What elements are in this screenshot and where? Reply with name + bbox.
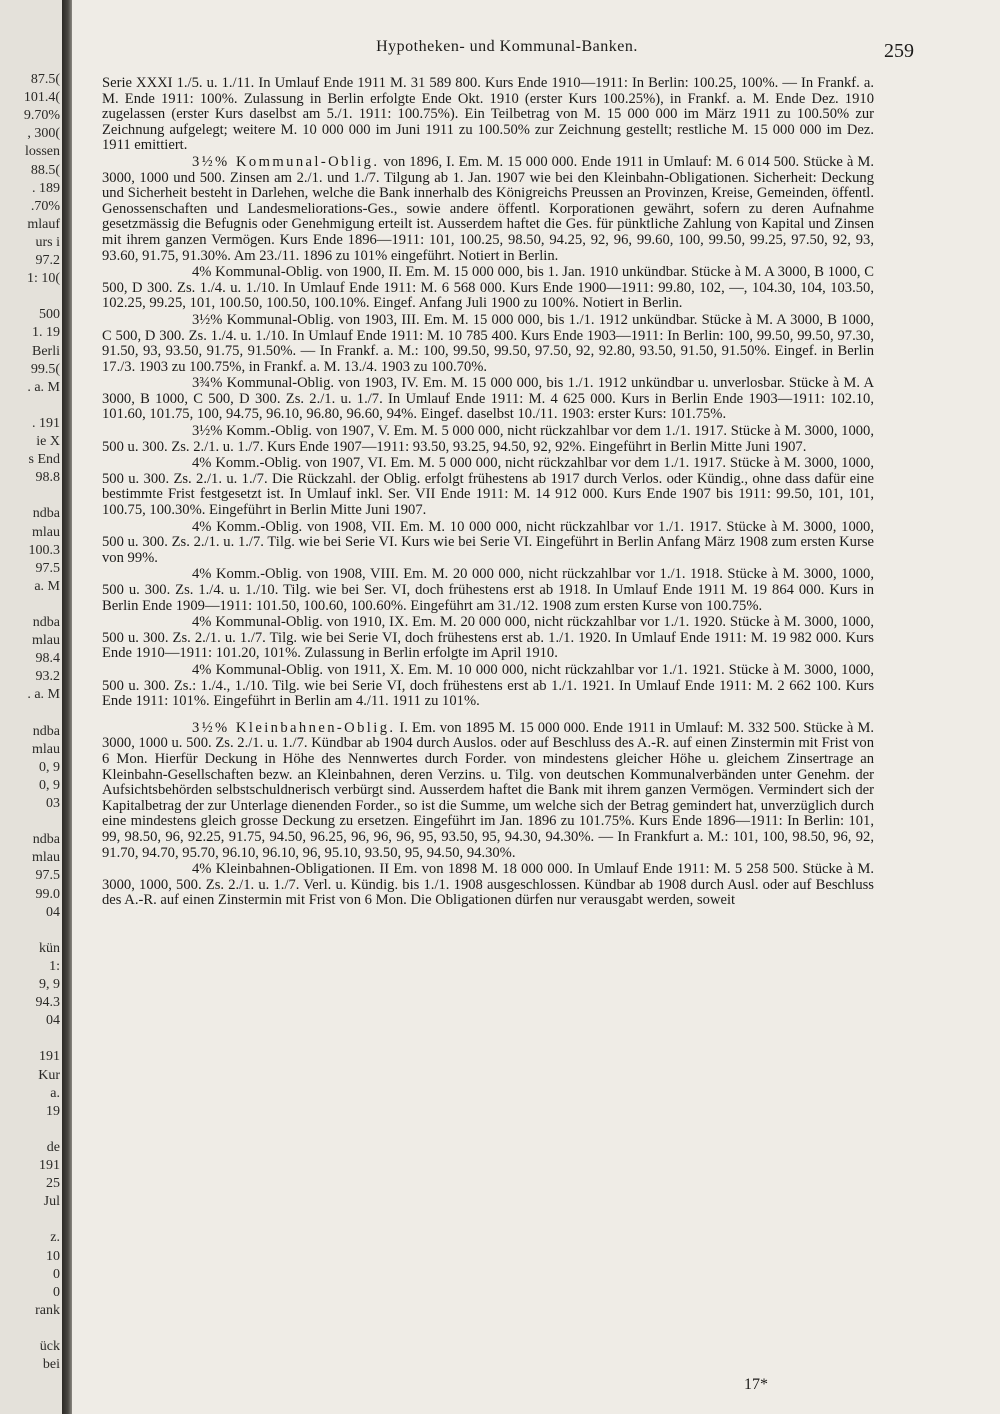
paragraph	[102, 663, 874, 710]
paragraph-lead: 3½% Komm.-Oblig.	[192, 423, 313, 440]
facing-margin-fragment: 94.3	[35, 995, 60, 1011]
facing-margin-fragment: ndba	[32, 832, 60, 848]
facing-margin-fragment: 04	[46, 904, 60, 920]
facing-margin-fragment: mlau	[32, 850, 60, 866]
facing-margin-fragment: 0	[53, 1284, 60, 1300]
paragraph-lead: 4% Kommunal-Oblig.	[192, 614, 323, 631]
paragraph-text: von 1911, X. Em. M. 10 000 000, nicht rückzahlbar vor 1./1. 1921. Stücke à M. 3000, 1000, 500 u. 300. Zs.: 1./4., 1./10. Tilg. wie bei Serie VI, doch frühestens erst ab 1./1. 1921. In Umlauf Ende 1911: M. 2 662 100. Kurs Ende 1911: 101%. Eingeführt in Berlin am 4./11. 1911 zu 101%.	[102, 661, 874, 710]
facing-margin-fragment: urs i	[35, 234, 60, 250]
facing-margin-fragment: ndba	[32, 615, 60, 630]
facing-margin-fragment: Jul	[43, 1194, 60, 1210]
facing-margin-fragment: a.	[50, 1085, 60, 1101]
facing-margin-fragment: lossen	[25, 144, 60, 160]
facing-margin-fragment: 03	[46, 796, 60, 811]
facing-margin-fragment: 1: 10(	[26, 271, 60, 287]
paragraph-lead: 4% Kleinbahnen-Obligationen.	[192, 861, 376, 878]
facing-margin-fragment: 97.2	[35, 253, 60, 268]
paragraph-text: von 1903, IV. Em. M. 15 000 000, bis 1./1. 1912 unkündbar u. unverlosbar. Stücke à M. A 3000, B 1000, C 500, D 300. Zs. 2./1. u. 1./7. In Umlauf Ende 1911: M. 4 625 000. Kurs in Berlin Ende 1903—1911: 102.10, 101.60, 101.75, 100, 94.75, 96.10, 96.80, 96.60, 94%. Eingef. daselbst 10./11. 1903: erster Kurs: 101.75%.	[102, 375, 874, 423]
facing-margin-fragment: 9, 9	[39, 977, 60, 992]
paragraph-lead: 4% Kommunal-Oblig.	[192, 264, 323, 281]
facing-margin-fragment: . 191	[32, 415, 60, 431]
page-number: 259	[884, 40, 914, 62]
facing-margin-fragment: rank	[35, 1302, 60, 1318]
text-column	[102, 76, 874, 910]
paragraph-text: von 1908, VII. Em. M. 10 000 000, nicht rückzahlbar vor 1./1. 1917. Stücke à M. 3000, 1000, 500 u. 300. Zs. 2./1. u. 1./7. Tilg. wie bei Serie VI. Kurs wie bei Serie VI. Eingeführt in Berlin Anfang März 1908 zum ersten Kurse von 99%.	[102, 518, 874, 566]
paragraph	[102, 520, 874, 567]
facing-margin-fragment: 88.5(	[30, 162, 60, 178]
facing-margin-fragment: 191	[39, 1158, 60, 1173]
facing-margin-fragment: a. M	[34, 578, 60, 594]
paragraph-lead: 4% Kommunal-Oblig.	[192, 661, 324, 678]
facing-margin-fragment: . 189	[32, 180, 60, 196]
facing-margin-fragment: 0	[53, 1266, 60, 1282]
paragraph-text: von 1903, III. Em. M. 15 000 000, bis 1./1. 1912 unkündbar. Stücke à M. A 3000, B 1000, C 500, D 300. Zs. 1./4. u. 1./10. In Umlauf Ende 1911: M. 10 785 400. Kurs Ende 1903—1911: In Berlin: 100, 99.50, 99.50, 97.30, 91.50, 93, 93.50, 91.75, 91.50%. — In Frankf. a. M.: 100, 99.50, 99.50, 97.50, 92, 92.80, 93.50, 91.50, 91.50%. Eingef. in Berlin 17./3. 1903 zu 100.75%, in Frankf. a. M. 13./4. 1903 zu 100.70%.	[102, 311, 874, 375]
facing-margin-fragment: Berli	[32, 343, 60, 359]
paragraph	[102, 313, 874, 375]
facing-margin-fragment: 191	[39, 1049, 60, 1065]
paragraph	[102, 376, 874, 423]
paragraph-lead: 3¾% Kommunal-Oblig.	[192, 375, 335, 392]
facing-page-margin	[0, 0, 62, 1414]
facing-margin-fragment: .70%	[30, 198, 60, 214]
paragraph-lead: 3½% Kleinbahnen-Oblig.	[192, 719, 396, 736]
paragraph-text: von 1907, V. Em. M. 5 000 000, nicht rückzahlbar vor dem 1./1. 1917. Stücke à M. 3000, 1000, 500 u. 300. Zs. 2./1. u. 1./7. Kurs Ende 1907—1911: 93.50, 93.25, 94.50, 92, 92%. Eingeführt in Berlin Mitte Juni 1907.	[102, 423, 874, 455]
paragraph-text: von 1907, VI. Em. M. 5 000 000, nicht rückzahlbar vor dem 1./1. 1917. Stücke à M. 3000, 1000, 500 u. 300. Zs. 2./1. u. 1./7. Die Rückzahl. der Oblig. erfolgt frühestens ab 1917 durch Verlos. oder Kündig., ohne dass dafür eine bestimmte Frist festgesetzt ist. In Umlauf inkl. Ser. VII Ende 1911: M. 14 912 000. Kurs Ende 1907 bis 1911: 99.50, 101, 101, 100.75, 100.30%. Eingeführt in Berlin Mitte Juni 1907.	[102, 455, 874, 519]
facing-margin-fragment: de	[46, 1139, 60, 1155]
facing-margin-fragment: ndba	[32, 723, 60, 739]
paragraph	[102, 456, 874, 518]
facing-margin-fragment: ück	[39, 1339, 60, 1354]
facing-margin-fragment: 10	[46, 1248, 60, 1264]
book-gutter	[62, 0, 72, 1414]
facing-margin-fragment: 99.0	[35, 886, 60, 902]
paragraph-text: von 1896, I. Em. M. 15 000 000. Ende 1911 in Umlauf: M. 6 014 500. Stücke à M. 3000, 1000 und 500. Zinsen am 2./1. und 1./7. Tilgung ab 1. Jan. 1907 wie bei den Kleinbahn-Obligationen. Sicherheit: Deckung und Sicherheit besteht in Darlehen, welche die Bank innerhalb des Königreichs Preussen an Provinzen, Kreise, Gemeinden, öffentl. Genossenschaften und Landesmeliorations-Ges., sowie andere öffentl. Korporationen gewährt, sofern zu deren Aufnahme gesetzmässig die Befugnis oder Genehmigung erteilt ist. Ausserdem haftet die Ges. für pünktliche Zahlung von Kapital und Zinsen mit ihrem ganzen Vermögen. Kurs Ende 1896—1911: 101, 100.25, 98.50, 94.25, 92, 96, 99.60, 100, 99.50, 99.25, 97.50, 92, 93, 93.60, 91.75, 91.30%. Am 23./11. 1896 zu 101% eingeführt. Notiert in Berlin.	[102, 153, 874, 264]
facing-margin-fragment: 100.3	[28, 542, 60, 558]
facing-margin-fragment: 04	[46, 1013, 60, 1029]
facing-margin-fragment: mlauf	[27, 216, 60, 232]
document-page	[72, 0, 1000, 1414]
facing-margin-fragment: 87.5(	[30, 72, 60, 87]
paragraph	[102, 721, 874, 861]
facing-margin-fragment: 9.70%	[23, 108, 60, 124]
facing-margin-fragment: 1:	[49, 958, 60, 974]
paragraph-lead: 4% Komm.-Oblig.	[192, 455, 302, 472]
facing-margin-fragment: ndba	[32, 506, 60, 522]
paragraph	[102, 265, 874, 312]
paragraph-text: von 1910, IX. Em. M. 20 000 000, nicht rückzahlbar vor 1./1. 1920. Stücke à M. 3000, 1000, 500 u. 300. Zs. 2./1. u. 1./7. Tilg. wie bei Serie VI, doch frühestens erst ab. 1./1. 1920. In Umlauf Ende 1911: M. 19 982 000. Kurs Ende 1910—1911: 101.20, 101%. Zulassung in Berlin erfolgte im April 1910.	[102, 614, 874, 662]
facing-margin-fragment: 1. 19	[32, 325, 60, 341]
facing-margin-fragment: bei	[42, 1357, 60, 1373]
facing-margin-fragment: Kur	[38, 1067, 60, 1083]
facing-margin-fragment: 93.2	[35, 669, 60, 685]
facing-margin-fragment: ie X	[36, 434, 60, 449]
facing-margin-fragment: 19	[46, 1103, 60, 1119]
facing-margin-fragment: 98.8	[35, 470, 60, 486]
facing-margin-fragment: 0, 9	[39, 759, 60, 775]
facing-margin-fragment: mlau	[32, 524, 60, 540]
paragraph	[102, 862, 874, 909]
paragraph	[102, 615, 874, 662]
signature-mark: 17*	[744, 1376, 768, 1393]
facing-margin-fragment: 101.4(	[23, 90, 60, 106]
facing-margin-fragment: 500	[39, 307, 60, 323]
paragraph	[102, 76, 874, 154]
paragraph-text: II Em. von 1898 M. 18 000 000. In Umlauf Ende 1911: M. 5 258 500. Stücke à M. 3000, 1000, 500. Zs. 2./1. u. 1./7. Verl. u. Kündig. bis 1./1. 1908 ausgeschlossen. Kündbar ab 1908 durch Ausl. oder auf Beschluss des A.-R. auf einen Zinstermin mit Frist von 6 Mon. Die Obligationen dürfen nur verausgabt werden, soweit	[102, 861, 874, 909]
facing-margin-fragment: mlau	[32, 741, 60, 757]
facing-margin-fragment: s End	[28, 452, 60, 468]
facing-margin-fragment: 0, 9	[39, 777, 60, 793]
paragraph-text: von 1908, VIII. Em. M. 20 000 000, nicht rückzahlbar vor 1./1. 1918. Stücke à M. 3000, 1000, 500 u. 300. Zs. 1./4. u. 1./10. Tilg. wie bei Ser. VI, doch frühestens erst ab 1918. In Umlauf Ende 1911 M. 19 864 000. Kurs in Berlin Ende 1909—1911: 101.50, 100.60, 100.60%. Eingeführt am 31./12. 1908 zum ersten Kurse von 100.75%.	[102, 566, 874, 614]
paragraph	[102, 155, 874, 264]
paragraph	[102, 424, 874, 455]
paragraph-lead: 3½% Kommunal-Oblig.	[192, 311, 335, 328]
facing-margin-fragment: , 300(	[27, 126, 60, 142]
paragraph-text: I. Em. von 1895 M. 15 000 000. Ende 1911 in Umlauf: M. 332 500. Stücke à M. 3000, 1000 u. 500. Zs. 2./1. u. 1./7. Kündbar ab 1904 durch Auslos. oder auf Beschluss des A.-R. auf einen Zinstermin mit Frist von 6 Mon. Hierfür Deckung in Höhe des Nennwertes durch Forder. von mindestens gleicher Höhe u. gleichem Zinsertrage an Kleinbahn-Gesellschaften bezw. an Kleinbahnen, deren Verzins. u. Tilg. von deutschen Kommunalverbänden unter Genehm. der Aufsichtsbehörden selbstschuldnerisch verbürgt sind. Ausserdem haftet die Bank mit ihrem ganzen Vermögen. Vermindert sich der Kapitalbetrag der zur Unterlage dienenden Forder., so ist die Summe, um welche sich der Betrag gemindert hat, unverzüglich durch eine mindestens gleich grosse Deckung zu ersetzen. Eingeführt im Jan. 1896 zu 101.75%. Kurs Ende 1896—1911: In Berlin: 101, 99, 98.50, 96, 92.25, 91.75, 94.50, 96.25, 96, 96, 96, 95, 93.50, 95, 94.30, 94.30%. — In Frankfurt a. M.: 101, 100, 98.50, 96, 92, 91.70, 94.70, 95.70, 96.10, 96.10, 96, 95.10, 93.50, 95, 94.50, 94.30%.	[102, 719, 874, 861]
paragraph-text: von 1900, II. Em. M. 15 000 000, bis 1. Jan. 1910 unkündbar. Stücke à M. A 3000, B 1000, C 500, D 300. Zs. 1./4. u. 1./10. In Umlauf Ende 1911: M. 6 568 000. Kurs Ende 1900—1911: 99.80, 102, —, 104.30, 104, 103.50, 102.25, 99.25, 101, 100.50, 100.50, 100.10%. Eingef. Anfang Juli 1900 zu 100%. Notiert in Berlin.	[102, 264, 874, 312]
paragraph	[102, 567, 874, 614]
facing-margin-fragment: 97.5	[35, 868, 60, 884]
paragraph-lead: 4% Komm.-Oblig.	[192, 566, 302, 583]
facing-margin-fragment: 98.4	[35, 651, 60, 667]
facing-margin-fragment: 99.5(	[30, 361, 60, 377]
facing-margin-fragment: . a. M	[27, 379, 60, 395]
facing-margin-fragment: kün	[39, 940, 60, 956]
running-header-title: Hypotheken- und Kommunal-Banken.	[376, 38, 638, 55]
paragraph-lead: 3½% Kommunal-Oblig.	[192, 153, 380, 170]
facing-margin-fragment: mlau	[32, 633, 60, 649]
facing-margin-fragment: z.	[50, 1230, 60, 1246]
facing-margin-fragment: . a. M	[27, 687, 60, 703]
facing-margin-fragment: 97.5	[35, 560, 60, 576]
paragraph-text: Serie XXXI 1./5. u. 1./11. In Umlauf Ende 1911 M. 31 589 800. Kurs Ende 1910—1911: In Berlin: 100.25, 100%. — In Frankf. a. M. Ende 1911: 100%. Zulassung in Berlin erfolgte Ende Okt. 1910 (erster Kurs 100.25%), in Frankf. a. M. Ende Dez. 1910 zugelassen (erster Kurs daselbst am 5./1. 1911: 100.75%). Ein Teilbetrag von M. 15 000 000 im März 1911 zu 100.50% zur Zeichnung aufgelegt; weitere M. 10 000 000 im Juni 1911 zu 100.50% zur Zeichnung gestellt; restliche M. 15 000 000 im Dez. 1911 emittiert.	[102, 75, 874, 154]
facing-margin-fragment: 25	[46, 1176, 60, 1192]
paragraph-lead: 4% Komm.-Oblig.	[192, 518, 303, 535]
